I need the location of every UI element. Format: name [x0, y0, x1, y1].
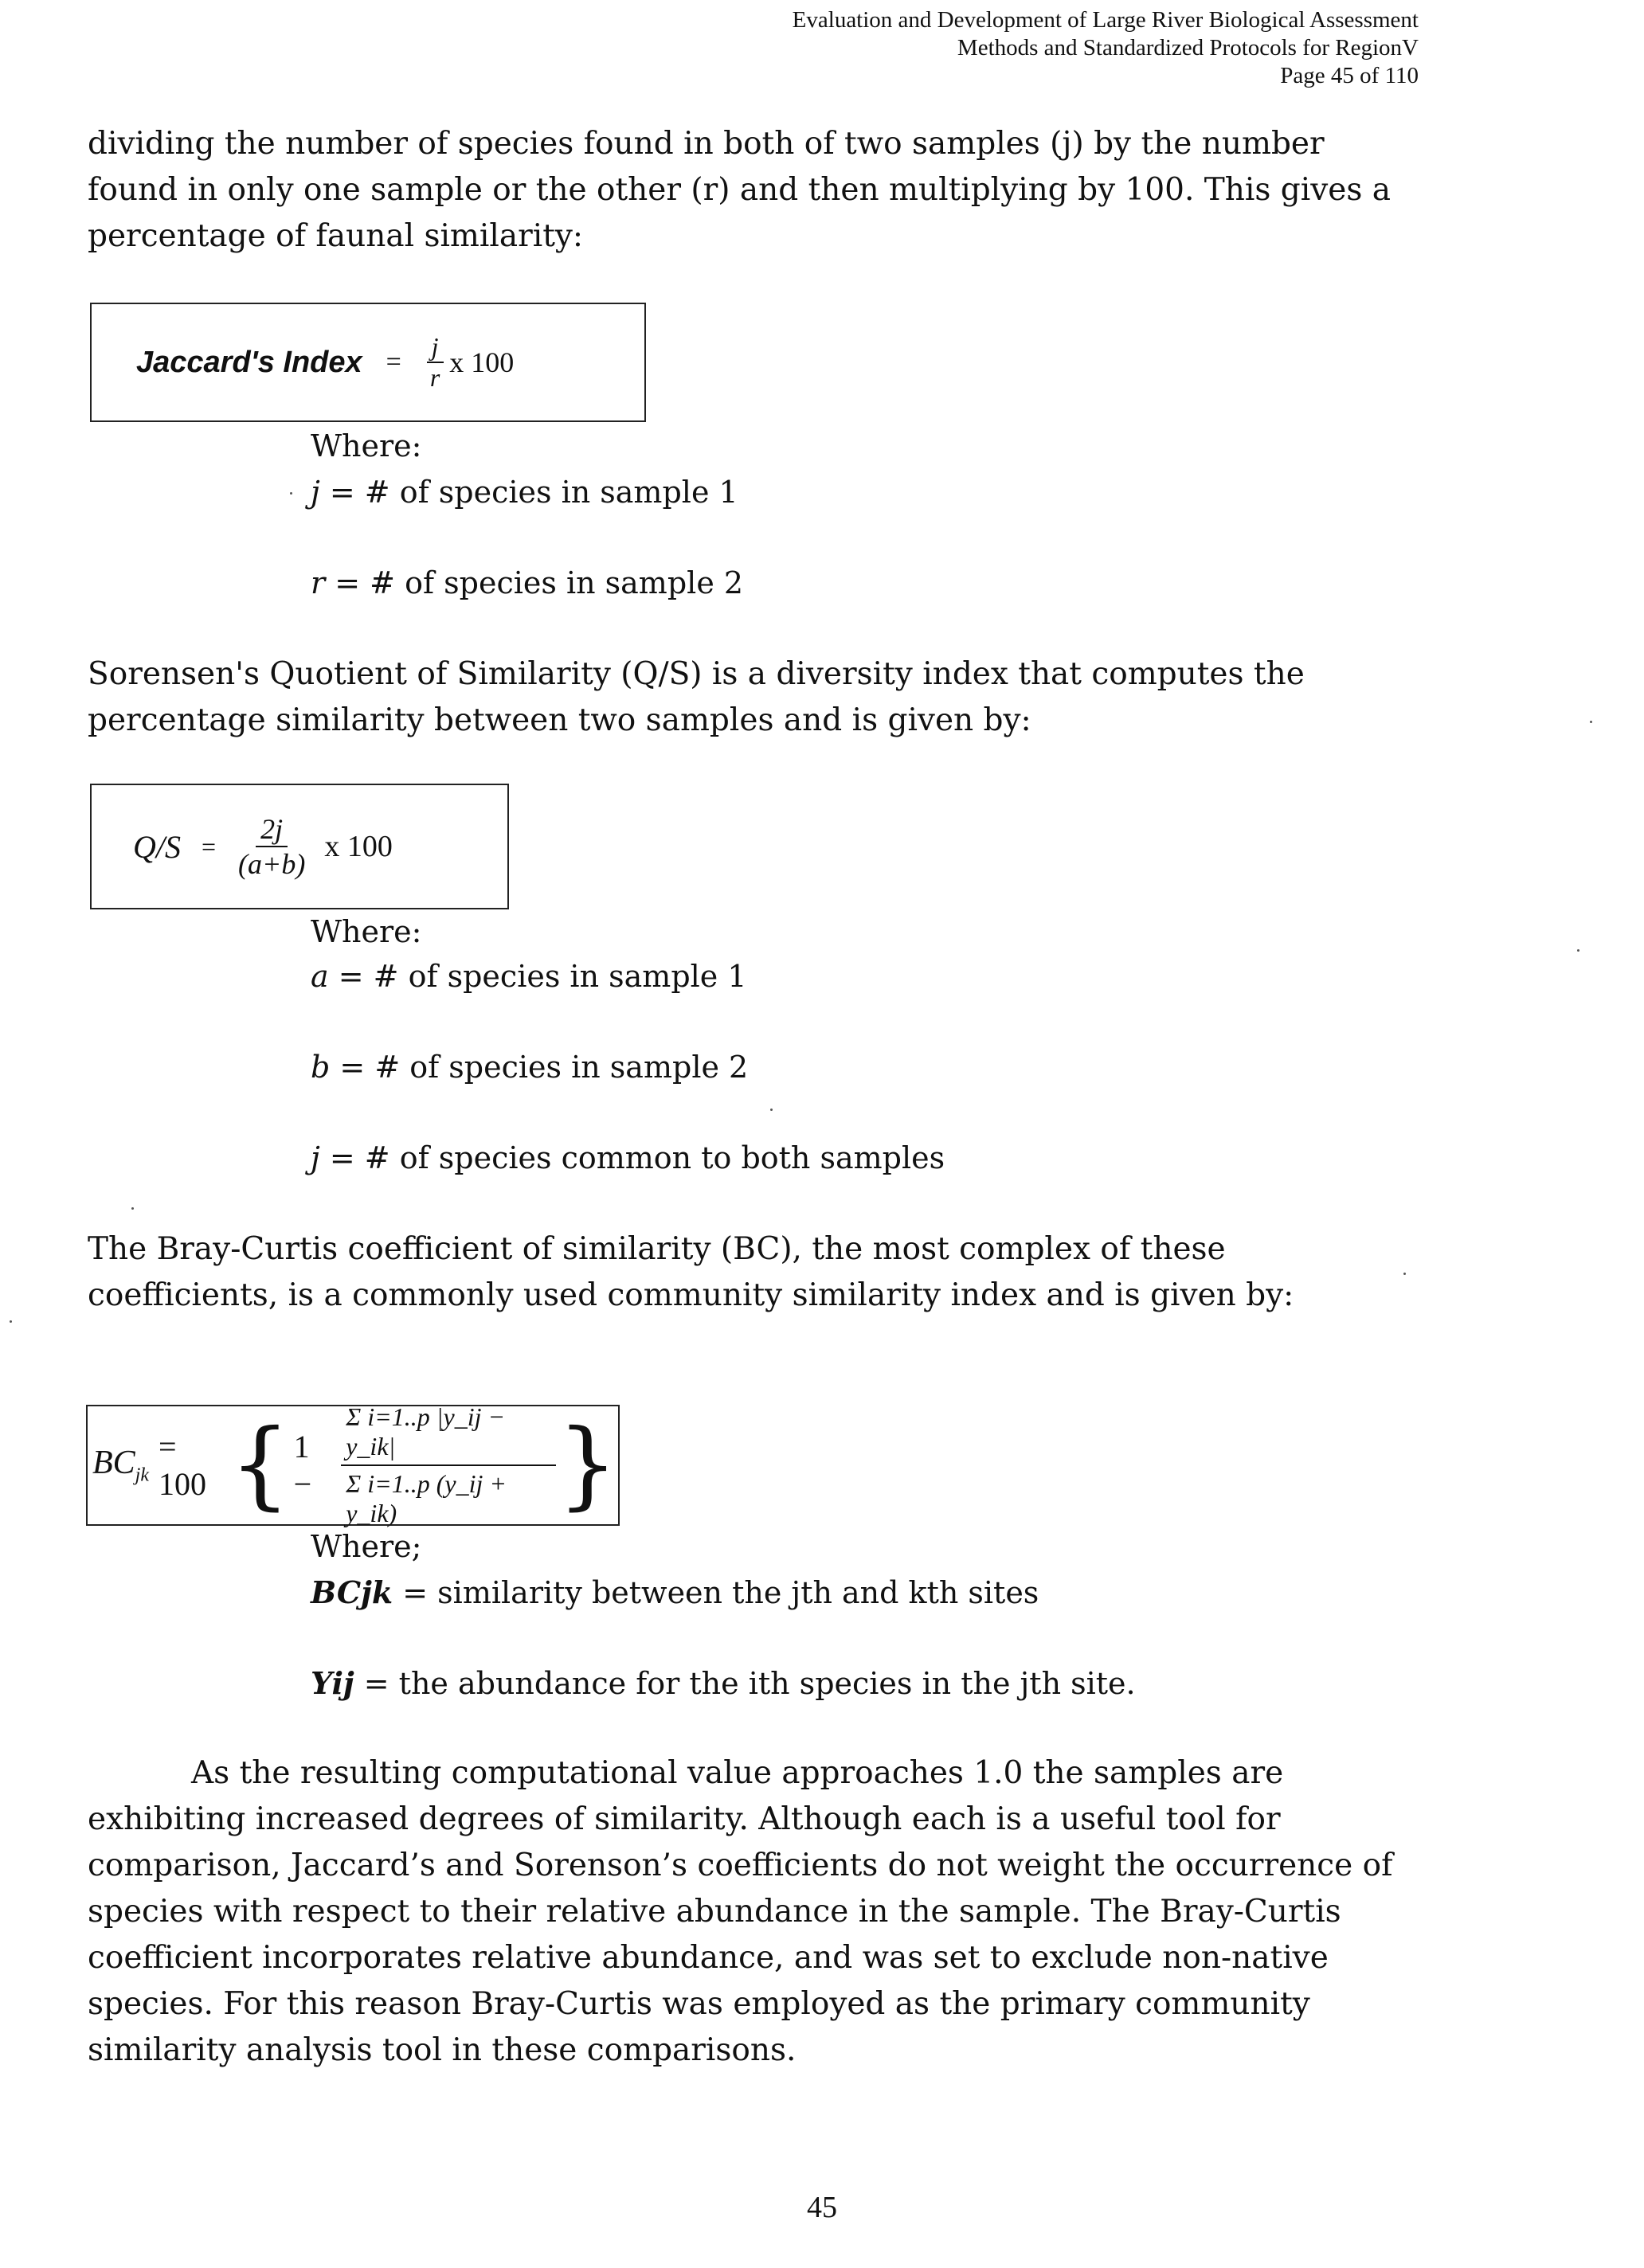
left-brace: {: [229, 1410, 291, 1520]
bray-paragraph: The Bray-Curtis coefficient of similarity (BC), the most complex of these coefficients, is a commonly used community similarity index and is given by:: [88, 1231, 1294, 1313]
sorensen-equals: =: [202, 831, 217, 861]
bray-one-minus: 1 −: [293, 1429, 312, 1502]
bray-def-bcjk: [311, 1570, 1039, 1615]
def-text: = similarity between the jth and kth sites: [402, 1575, 1039, 1610]
def-symbol: j: [311, 1140, 320, 1175]
intro-paragraph: dividing the number of species found in both of two samples (j) by the number found in only one sample or the other (r) and then multiplying by 100. This gives a percentage of faunal similarity:: [88, 126, 1392, 254]
jaccard-multiplier: x 100: [449, 346, 515, 378]
sorensen-def-a: [311, 954, 747, 999]
sorensen-multiplier: x 100: [324, 830, 393, 863]
jaccard-equals: =: [386, 347, 401, 377]
conclusion-paragraph: As the resulting computational value approaches 1.0 the samples are exhibiting increased degrees of similarity. Although each is a useful tool for comparison, Jaccard’s and Sorenson’s coefficients do not weight the occurrence of species with respect to their relative abundance in the sample. The Bray-Curtis coefficient incorporates relative abundance, and was set to exclude non-native species. For this reason Bray-Curtis was employed as the primary community similarity analysis tool in these comparisons.: [88, 1755, 1393, 2068]
bray-lhs-subscript: jk: [135, 1464, 149, 1486]
sorensen-fraction: [233, 812, 310, 881]
scan-speck: [131, 1207, 134, 1210]
jaccard-def-j: [311, 470, 738, 514]
def-symbol: BCjk: [311, 1574, 393, 1610]
def-text: = the abundance for the ith species in the jth site.: [363, 1666, 1136, 1701]
bray-lhs: [92, 1444, 149, 1486]
def-text: = # of species in sample 1: [338, 959, 747, 994]
jaccard-denominator: r: [429, 363, 440, 392]
scan-speck: [10, 1320, 12, 1323]
def-symbol: a: [311, 959, 329, 994]
header-line-2: Methods and Standardized Protocols for RegionV: [957, 35, 1419, 61]
scan-speck: [1577, 949, 1579, 952]
bray-fraction: [341, 1402, 555, 1528]
def-text: = # of species common to both samples: [329, 1140, 945, 1175]
bray-equals: = 100: [159, 1429, 206, 1502]
page-number: 45: [807, 2191, 837, 2224]
def-symbol: j: [311, 475, 320, 510]
sorensen-equation-box: [90, 784, 509, 909]
sorensen-def-j: [311, 1136, 945, 1180]
bray-equation-box: [86, 1402, 620, 1527]
scan-speck: [1590, 721, 1592, 723]
header-line-1: Evaluation and Development of Large River Biological Assessment: [792, 7, 1419, 33]
sorensen-numerator: 2j: [256, 812, 288, 847]
jaccard-def-r: [311, 561, 743, 605]
def-symbol: r: [311, 565, 326, 600]
sorensen-denominator: (a+b): [238, 848, 306, 880]
jaccard-fraction: [425, 332, 444, 393]
scan-speck: [290, 492, 292, 495]
sorensen-paragraph: Sorensen's Quotient of Similarity (Q/S) is a diversity index that computes the percentage similarity between two samples and is given by:: [88, 656, 1305, 738]
running-header: [622, 6, 1419, 90]
jaccard-label: Jaccard's Index: [136, 345, 362, 379]
scan-speck: [1403, 1273, 1406, 1275]
jaccard-numerator: j: [427, 332, 444, 363]
bray-lhs-main: BC: [92, 1445, 135, 1482]
bray-numerator: Σ i=1..p |y_ij − y_ik|: [341, 1402, 555, 1466]
bray-denominator: Σ i=1..p (y_ij + y_ik): [346, 1469, 507, 1527]
right-brace: }: [557, 1410, 618, 1520]
sorensen-where-label: Where:: [311, 914, 422, 949]
sorensen-label: Q/S: [133, 828, 181, 865]
jaccard-where-label: Where:: [311, 428, 422, 463]
def-text: = # of species in sample 2: [335, 565, 744, 600]
jaccard-equation-box: [90, 303, 646, 422]
sorensen-def-b: [311, 1045, 748, 1089]
def-symbol: Yij: [311, 1665, 354, 1701]
def-text: = # of species in sample 2: [339, 1050, 749, 1085]
def-text: = # of species in sample 1: [329, 475, 738, 510]
def-symbol: b: [311, 1050, 331, 1085]
header-page-label: Page 45 of 110: [1280, 63, 1419, 88]
bray-def-yij: [311, 1661, 1136, 1706]
scan-speck: [770, 1109, 773, 1111]
bray-where-label: Where;: [311, 1529, 422, 1564]
